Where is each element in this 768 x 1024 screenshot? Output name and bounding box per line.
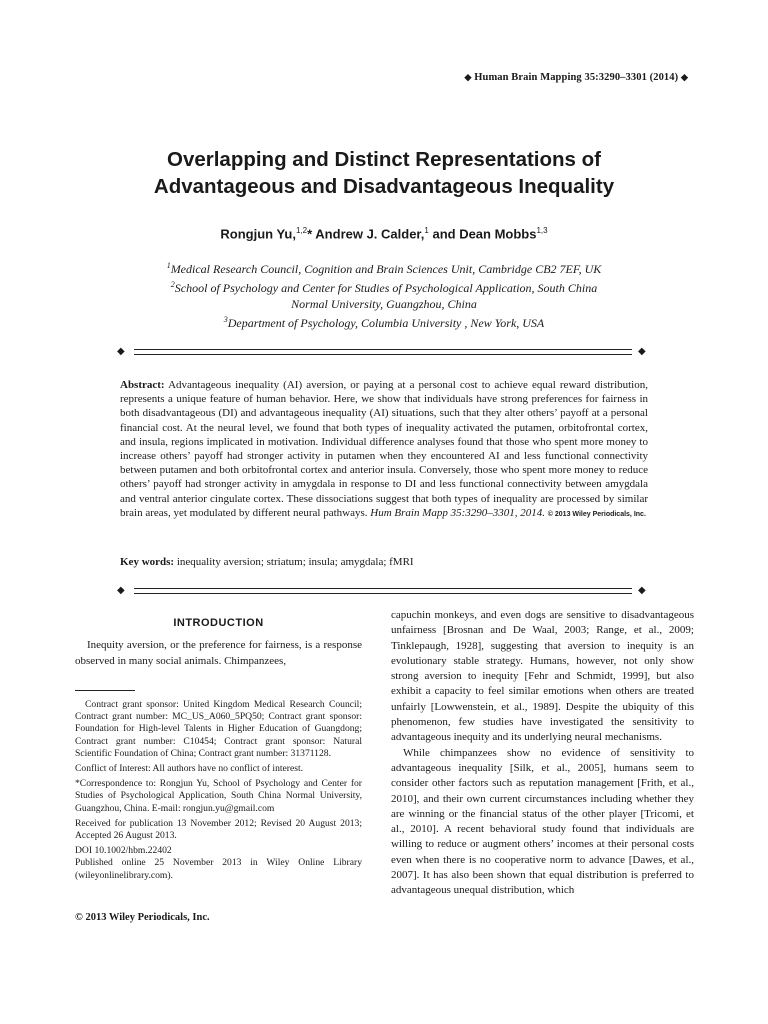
footnote-published: Published online 25 November 2013 in Wiley Online Library (wileyonlinelibrary.com). <box>75 857 362 881</box>
author-name: Rongjun Yu, <box>220 226 296 242</box>
footnote-divider <box>75 690 135 691</box>
author-affil-sup: 1 <box>424 226 429 235</box>
abstract-citation: Hum Brain Mapp 35:3290–3301, 2014. <box>370 506 546 519</box>
affiliations <box>0 258 768 331</box>
diamond-icon: ◆ <box>464 72 472 82</box>
paper-title <box>0 146 768 200</box>
footnote-doi: DOI 10.1002/hbm.22402 <box>75 845 172 857</box>
keywords <box>120 556 648 568</box>
section-heading-introduction: INTRODUCTION <box>173 617 264 629</box>
author-name: and Dean Mobbs <box>432 226 537 242</box>
author-name: Andrew J. Calder, <box>315 226 425 242</box>
journal-header <box>464 72 688 83</box>
abstract <box>120 378 648 522</box>
affiliation-line: $^1$Medical Research Council, Cognition and Brain Sciences Unit, Cambridge CB2 7EF, UK <box>166 261 602 276</box>
affiliation-line: Normal University, Guangzhou, China <box>291 297 477 311</box>
diamond-icon: ◆ <box>638 585 646 596</box>
section-divider <box>134 588 632 594</box>
affiliation-line: $^2$School of Psychology and Center for Studies of Psychological Application, South China <box>170 280 598 295</box>
left-column <box>75 614 362 669</box>
affiliation-line: $^3$Department of Psychology, Columbia University , New York, USA <box>223 315 545 330</box>
journal-reference: Human Brain Mapping 35:3290–3301 (2014) <box>474 72 679 83</box>
title-line-1: Overlapping and Distinct Representations of <box>167 148 601 171</box>
keywords-label: Key words: <box>120 556 175 568</box>
keywords-text: inequality aversion; striatum; insula; amygdala; fMRI <box>176 556 414 568</box>
footnote-correspondence: *Correspondence to: Rongjun Yu, School of Psychology and Center for Studies of Psychological Application, South China Normal University, Guangzhou, China. E-mail: rongjun.yu@gmail.com <box>75 778 362 814</box>
abstract-body: Advantageous inequality (AI) aversion, or paying at a personal cost to achieve equal reward distribution, represents a unique feature of human behavior. Here, we show that individuals have strong preferences for fairness in both disadvantageous (DI) and advantageous inequality (AI) situations, such that they alter others’ payoff at a personal financial cost. At the neural level, we found that both types of inequality activated the putamen, orbitofrontal cortex, and insula, regions implicated in motivation. Individual difference analyses found that those who spent more money to increase others’ payoff had stronger activity in putamen when they encountered AI and less functional connectivity between putamen and both orbitofrontal cortex and anterior insula. Conversely, those who spent more money to reduce others’ payoff had stronger activity in amygdala in response to DI and less functional connectivity between amygdala and ventral anterior cingulate cortex. These dissociations suggest that both types of inequality are processed by similar brain areas, yet modulated by different neural pathways. <box>120 379 648 519</box>
intro-paragraph: capuchin monkeys, and even dogs are sensitive to disadvantageous unfairness [Brosnan and De Waal, 2003; Range, et al., 2009; Tinklepaugh, 1928], suggesting that aversion to inequity is an evolutionary stable strategy. Humans, however, not only show strong aversion to inequity [Fehr and Schmidt, 1999], but also exhibit a capacity to feel similar emotions when others are treated unfairly [Lowwenstein, et al., 1989]. Despite the ubiquity of this phenomenon, few studies have investigated the sensitivity to advantageous inequity and its underlying neural mechanisms. <box>391 609 694 744</box>
intro-paragraph: Inequity aversion, or the preference for fairness, is a response observed in many social animals. Chimpanzees, <box>75 639 362 667</box>
diamond-icon: ◆ <box>117 585 125 596</box>
diamond-icon: ◆ <box>638 346 646 357</box>
diamond-icon: ◆ <box>117 346 125 357</box>
diamond-icon: ◆ <box>680 72 688 82</box>
footnote-conflict: Conflict of Interest: All authors have no conflict of interest. <box>75 763 304 775</box>
author-affil-sup: 1,3 <box>536 226 548 235</box>
footer-copyright: © 2013 Wiley Periodicals, Inc. <box>75 912 210 923</box>
footnote-received: Received for publication 13 November 2012; Revised 20 August 2013; Accepted 26 August 2013. <box>75 817 362 842</box>
right-column <box>391 608 694 899</box>
author-list <box>0 226 768 241</box>
author-affil-sup: 1,2 <box>295 226 308 235</box>
footnotes <box>75 699 362 885</box>
intro-paragraph: While chimpanzees show no evidence of sensitivity to advantageous inequality [Silk, et al., 2005], humans seem to consider other factors such as reputation management [Frith, et al., 2010], and their own current circumstances including whether they are winning or the financial status of the other player [Tricomi, et al., 2010]. A recent behavioral study found that individuals are willing to reduce or augment others’ incomes at their personal costs even when there is no cooperative norm to advance [Dawes, et al., 2007]. It has also been shown that equal distribution is preferred to advantageous unequal distribution, which <box>391 746 694 897</box>
abstract-copyright: © 2013 Wiley Periodicals, Inc. <box>547 510 646 518</box>
footnote-grants: Contract grant sponsor: United Kingdom Medical Research Council; Contract grant number: MC_US_A060_5PQ50; Contract grant sponsor: Foundation for High-level Talents in Higher Education of Guangdong; Contract grant number: C10454; Contract grant sponsor: Natural Scientific Foundation of China; Contract grant number: 31371128. <box>75 699 362 759</box>
section-divider <box>134 349 632 355</box>
abstract-label: Abstract: <box>120 379 165 391</box>
title-line-2: Advantageous and Disadvantageous Inequality <box>153 175 615 198</box>
corresponding-mark: * <box>307 226 313 242</box>
